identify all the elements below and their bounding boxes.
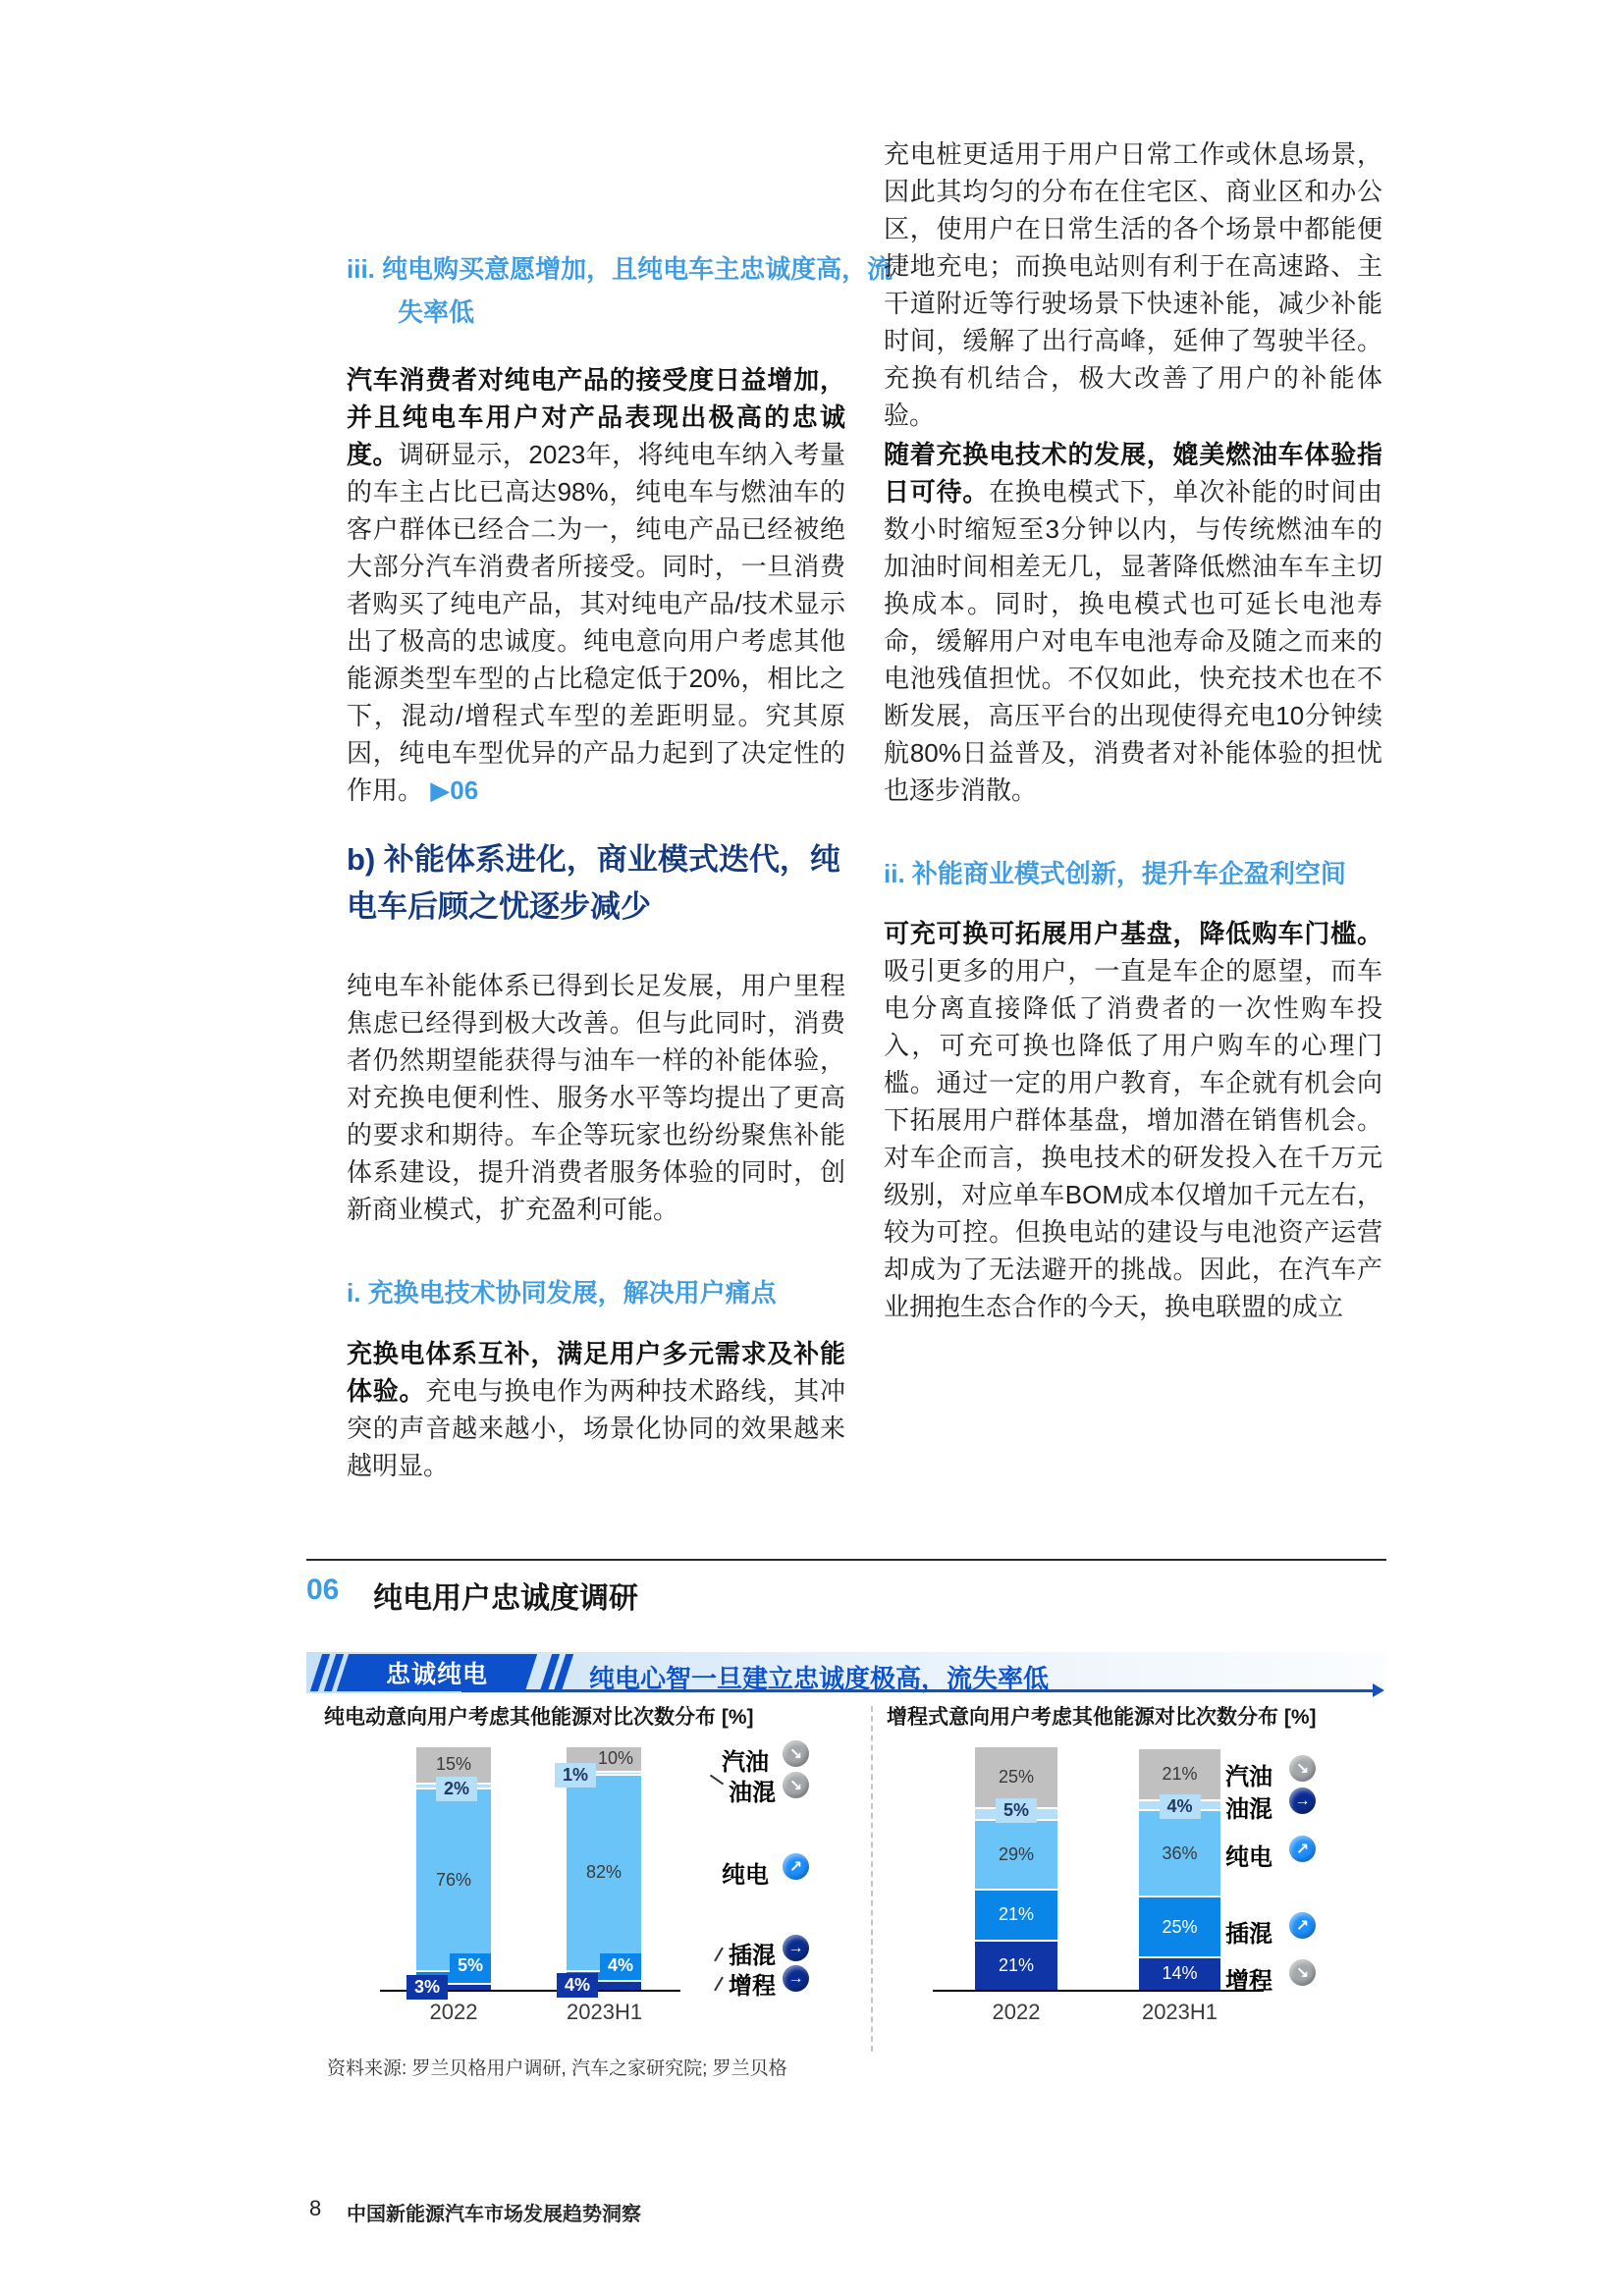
banner-message: 纯电心智一旦建立忠诚度极高，流失率低 xyxy=(589,1664,1050,1693)
legend-label-pure-ev: 纯电 xyxy=(1225,1844,1272,1871)
right-paragraph-2-lead: 随着充换电技术的发展，媲美燃油车体验指日可待。 xyxy=(884,440,1382,507)
figure-number: 06 xyxy=(306,1574,340,1606)
left-paragraph-2: 纯电车补能体系已得到长足发展，用户里程焦虑已经得到极大改善。但与此同时，消费者仍然期望能获得与油车一样的补能体验，对充换电便利性、服务水平等均提出了更高的要求和期待。车企等玩家也纷纷聚焦补能体系建设，提升消费者服务体验的同时，创新商业模式，扩充盈利可能。 xyxy=(347,971,845,1224)
trend-arrow: ↘ xyxy=(1295,1760,1310,1778)
figure-06-reference: ▶06 xyxy=(430,775,479,805)
x-axis-label: 2023H1 xyxy=(567,2000,643,2024)
trend-arrow: ↘ xyxy=(1295,1964,1310,1982)
legend-leader-line xyxy=(714,1977,724,1992)
segment-label: 25% xyxy=(1162,1916,1198,1937)
heading-iii: iii. 纯电购买意愿增加，且纯电车主忠诚度高，流失率低 xyxy=(347,254,893,327)
segment-pure-ev xyxy=(416,1788,491,1970)
chart-left-bar-2022 xyxy=(414,1747,491,2024)
heading-b: b) 补能体系进化，商业模式迭代，纯电车后顾之忧逐步减少 xyxy=(347,842,840,924)
x-axis-label: 2023H1 xyxy=(1141,2000,1218,2024)
heading-i: i. 充换电技术协同发展，解决用户痛点 xyxy=(347,1278,777,1308)
footer-doc-title: 中国新能源汽车市场发展趋势洞察 xyxy=(347,2204,641,2225)
label-chip-erev: 4% xyxy=(557,1973,598,1998)
label-chip-erev: 3% xyxy=(406,1975,448,2000)
legend-label-erev: 增程 xyxy=(729,1973,776,2000)
trend-flat-icon xyxy=(783,1965,809,1992)
segment-label: 82% xyxy=(585,1862,623,1883)
figure-divider-line xyxy=(306,1559,1386,1561)
segment-erev xyxy=(975,1940,1057,1990)
trend-arrow: ↘ xyxy=(788,1777,803,1794)
banner-arrow-icon xyxy=(1373,1683,1384,1697)
figure-source: 资料来源: 罗兰贝格用户调研, 汽车之家研究院; 罗兰贝格 xyxy=(327,2058,787,2079)
trend-flat-icon xyxy=(783,1935,809,1961)
right-paragraph-2-rest: 在换电模式下，单次补能的时间由数小时缩短至3分钟以内，与传统燃油车的加油时间相差无几，显著降低燃油车车主切换成本。同时，换电模式也可延长电池寿命，缓解用户对电车电池寿命及随之而来的电池残值担忧。不仅如此，快充技术也在不断发展，高压平台的出现使得充电10分钟续航80%日益普及，消费者对补能体验的担忧也逐步消散。 xyxy=(884,477,1382,805)
left-paragraph-3 xyxy=(347,1335,845,1484)
legend-label-phev: 插混 xyxy=(1225,1921,1272,1948)
segment-erev xyxy=(1139,1956,1220,1990)
segment-pure-ev xyxy=(975,1819,1057,1889)
legend-label-pure-ev: 纯电 xyxy=(722,1862,769,1889)
segment-label: 36% xyxy=(1162,1842,1198,1863)
segment-phev xyxy=(1139,1896,1220,1955)
label-chip-phev: 4% xyxy=(600,1953,641,1978)
label-chip-phev: 5% xyxy=(450,1953,491,1978)
label-chip-oil-hybrid: 2% xyxy=(436,1777,477,1801)
trend-arrow: ↗ xyxy=(788,1858,803,1876)
trend-arrow: → xyxy=(1294,1791,1311,1809)
trend-down-icon xyxy=(783,1740,809,1767)
segment-label: 14% xyxy=(1162,1963,1198,1984)
chart-right-plot xyxy=(933,1745,1264,2024)
left-paragraph-1-lead: 汽车消费者对纯电产品的接受度日益增加，并且纯电车用户对产品表现出极高的忠诚度。 xyxy=(347,365,845,469)
left-paragraph-1 xyxy=(347,361,845,809)
trend-arrow: ↗ xyxy=(1295,1917,1310,1935)
segment-pure-ev xyxy=(567,1774,641,1971)
trend-arrow: → xyxy=(787,1969,804,1987)
segment-label: 25% xyxy=(998,1766,1035,1787)
chart-left-plot xyxy=(380,1742,680,2024)
segment-label: 15% xyxy=(435,1754,472,1775)
heading-ii: ii. 补能商业模式创新，提升车企盈利空间 xyxy=(884,859,1346,888)
chart-left-bar-2023H1 xyxy=(563,1747,643,2024)
trend-arrow: ↗ xyxy=(1295,1841,1310,1858)
legend-label-gasoline: 汽油 xyxy=(722,1749,769,1776)
right-paragraph-1: 充电桩更适用于用户日常工作或休息场景，因此其均匀的分布在住宅区、商业区和办公区，使用户在日常生活的各个场景中都能便捷地充电；而换电站则有利于在高速路、主干道附近等行驶场景下快速补能，减少补能时间，缓解了出行高峰，延伸了驾驶半径。充换有机结合，极大改善了用户的补能体验。 xyxy=(884,139,1382,430)
banner-badge xyxy=(337,1654,537,1691)
trend-down-icon xyxy=(783,1772,809,1798)
segment-label: 29% xyxy=(998,1844,1035,1865)
segment-label: 21% xyxy=(1162,1764,1198,1785)
label-chip-oil-hybrid: 1% xyxy=(555,1763,596,1788)
label-chip-oil-hybrid: 5% xyxy=(996,1798,1037,1823)
trend-up-icon xyxy=(1289,1912,1316,1939)
trend-down-icon xyxy=(1289,1959,1316,1986)
right-paragraph-3-rest: 吸引更多的用户，一直是车企的愿望，而车电分离直接降低了消费者的一次性购车投入，可充可换也降低了用户购车的心理门槛。通过一定的用户教育，车企就有机会向下拓展用户群体基盘，增加潜在销售机会。对车企而言，换电技术的研发投入在千万元级别，对应单车BOM成本仅增加千元左右，较为可控。但换电站的建设与电池资产运营却成为了无法避开的挑战。因此，在汽车产业拥抱生态合作的今天，换电联盟的成立 xyxy=(884,956,1382,1321)
chart-right-bar-2023H1 xyxy=(1139,1749,1220,2024)
page-number: 8 xyxy=(309,2196,322,2220)
segment-gasoline xyxy=(1139,1749,1220,1799)
legend-label-phev: 插混 xyxy=(729,1943,776,1969)
x-axis-label: 2022 xyxy=(992,2000,1041,2024)
trend-up-icon xyxy=(1289,1836,1316,1862)
legend-label-gasoline: 汽油 xyxy=(1225,1764,1272,1790)
legend-label-erev: 增程 xyxy=(1225,1968,1272,1995)
trend-flat-icon xyxy=(1289,1788,1316,1814)
trend-arrow: → xyxy=(787,1939,804,1956)
right-paragraph-3-lead: 可充可换可拓展用户基盘，降低购车门槛。 xyxy=(884,919,1382,948)
segment-pure-ev xyxy=(1139,1809,1220,1896)
segment-label: 10% xyxy=(597,1748,633,1769)
chart-right-title: 增程式意向用户考虑其他能源对比次数分布 [%] xyxy=(887,1706,1317,1729)
legend-leader-line xyxy=(714,1948,724,1962)
label-chip-oil-hybrid: 4% xyxy=(1159,1794,1200,1819)
trend-arrow: ↘ xyxy=(788,1745,803,1763)
figure-title: 纯电用户忠诚度调研 xyxy=(373,1582,638,1615)
left-paragraph-3-lead: 充换电体系互补，满足用户多元需求及补能体验。 xyxy=(347,1339,845,1406)
segment-label: 76% xyxy=(435,1869,472,1890)
left-paragraph-3-rest: 充电与换电作为两种技术路线，其冲突的声音越来越小，场景化协同的效果越来越明显。 xyxy=(347,1376,845,1480)
banner-badge-label: 忠诚纯电 xyxy=(385,1661,488,1688)
chart-left-title: 纯电动意向用户考虑其他能源对比次数分布 [%] xyxy=(324,1706,754,1729)
segment-phev xyxy=(975,1889,1057,1939)
legend-label-oil-hybrid: 油混 xyxy=(1225,1796,1272,1823)
chart-separator xyxy=(871,1706,873,2052)
segment-label: 21% xyxy=(998,1904,1035,1925)
trend-down-icon xyxy=(1289,1755,1316,1782)
right-paragraph-2 xyxy=(884,436,1382,809)
legend-label-oil-hybrid: 油混 xyxy=(729,1780,776,1806)
x-axis-label: 2022 xyxy=(429,2000,478,2024)
left-paragraph-1-rest: 调研显示，2023年，将纯电车纳入考量的车主占比已高达98%，纯电车与燃油车的客户群体已经合二为一，纯电产品已经被绝大部分汽车消费者所接受。同时，一旦消费者购买了纯电产品，其对纯电产品/技术显示出了极高的忠诚度。纯电意向用户考虑其他能源类型车型的占比稳定低于20%，相比之下，混动/增程式车型的差距明显。究其原因，纯电车型优异的产品力起到了决定性的作用。 xyxy=(347,440,845,805)
right-paragraph-3 xyxy=(884,915,1382,1325)
segment-label: 21% xyxy=(998,1954,1035,1975)
chart-right-bar-2022 xyxy=(975,1747,1057,2024)
trend-up-icon xyxy=(783,1853,809,1880)
